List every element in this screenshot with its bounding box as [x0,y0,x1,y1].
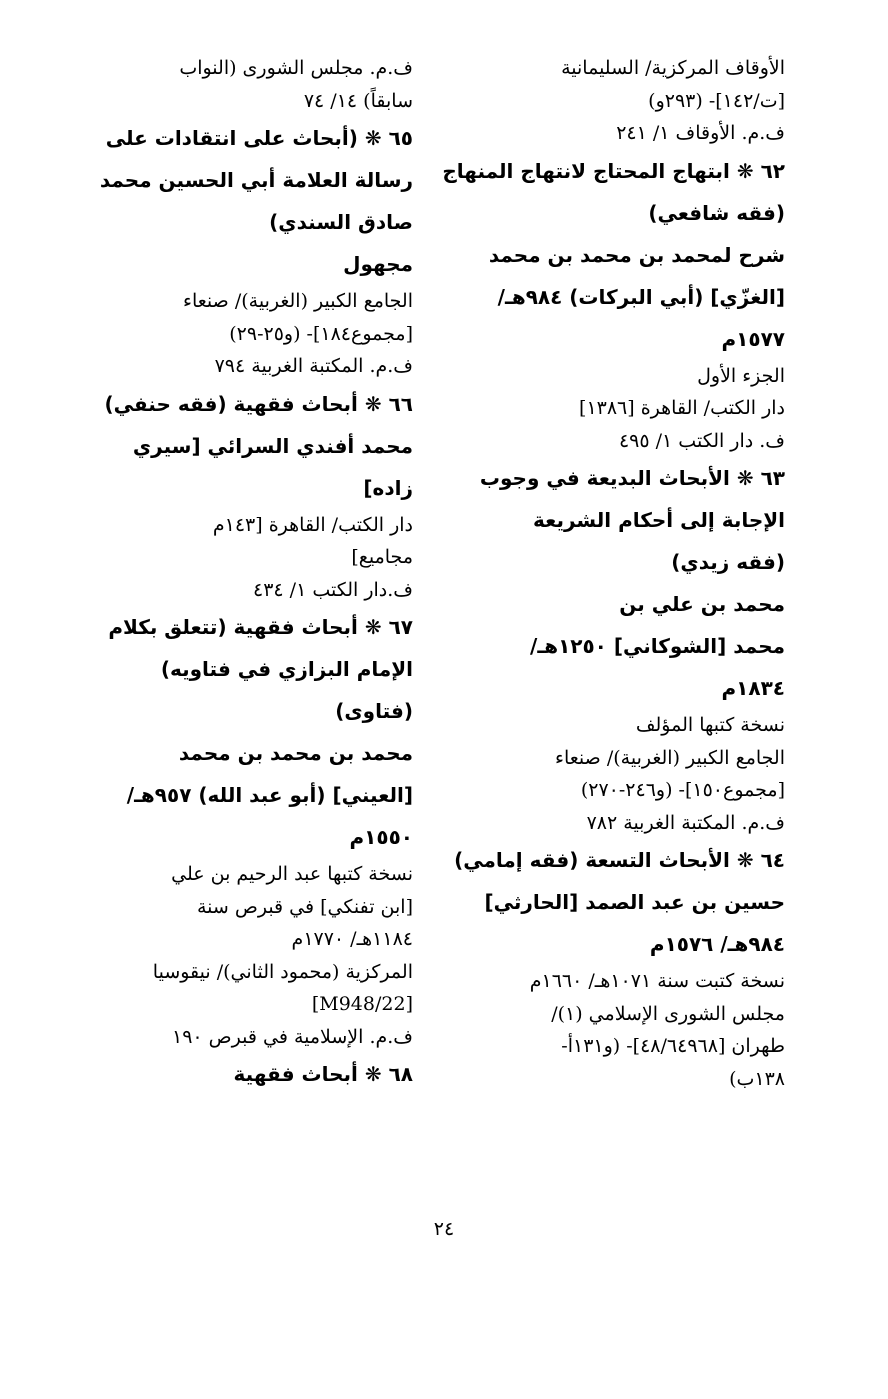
text-line: الأوقاف المركزية/ السليمانية [561,57,785,79]
text-line: ١١٨٤هـ/ ١٧٧٠م [291,928,413,950]
text-line: الجزء الأول [697,364,785,387]
text-line: نسخة كتبها عبد الرحيم بن علي [171,863,413,885]
text-line: [ت/١٤٢]- (٢٩٣و) [648,89,785,112]
entry-author: محمد [الشوكاني] ١٢٥٠هـ/ [530,634,785,658]
text-line: ١٣٨ب) [729,1067,785,1090]
text-line: [M948/22] [311,993,413,1015]
entry-author: [العيني] (أبو عبد الله) ٩٥٧هـ/ [126,783,413,807]
entry-author: مجهول [343,252,413,276]
entry-heading: ٦٣ ❋ الأبحاث البديعة في وجوب [479,466,785,490]
text-line: ف.م. مجلس الشورى (النواب [179,57,413,79]
entry-author: شرح لمحمد بن محمد بن محمد [488,242,785,267]
entry-heading: ٦٦ ❋ أبحاث فقهية (فقه حنفي) [104,391,413,416]
text-line: سابقاً) ١٤/ ٧٤ [303,89,413,112]
text-line: طهران [٤٨/٦٤٩٦٨]- (و١٣١أ- [561,1035,785,1057]
entry-heading: الإجابة إلى أحكام الشريعة [533,508,785,532]
text-line: [مجموع١٥٠]- (و٢٤٦-٢٧٠) [580,779,785,801]
text-line: دار الكتب/ القاهرة [١٣٨٦] [579,397,785,419]
text-line: مجلس الشورى الإسلامي (١)/ [551,1002,785,1025]
text-line: ف.م. الإسلامية في قبرص ١٩٠ [172,1025,413,1048]
entry-author: ٩٨٤هـ/ ١٥٧٦م [649,932,785,956]
text-line: ف.م. المكتبة الغربية ٧٩٤ [214,355,413,377]
entry-heading: صادق السندي) [269,210,413,234]
entry-author: محمد بن محمد بن محمد [178,741,413,765]
entry-heading: ٦٥ ❋ (أبحاث على انتقادات على [105,126,413,150]
entry-heading: الإمام البزازي في فتاويه) [160,657,413,681]
entry-heading: ٦٢ ❋ ابتهاج المحتاج لانتهاج المنهاج [442,158,785,183]
text-line: الجامع الكبير (الغربية)/ صنعاء [183,290,413,312]
entry-author: محمد بن علي بن [619,592,785,616]
page-number: ٢٤ [433,1218,455,1240]
text-line: المركزية (محمود الثاني)/ نيقوسيا [152,960,413,983]
entry-author: ١٨٣٤م [721,676,785,700]
text-line: نسخة كتبت سنة ١٠٧١هـ/ ١٦٦٠م [529,970,785,992]
text-line: دار الكتب/ القاهرة [١٤٣م [212,513,413,536]
text-line: ف.م. المكتبة الغربية ٧٨٢ [586,811,785,834]
text-line: ف. دار الكتب ١/ ٤٩٥ [618,429,785,452]
entry-author: [الغزّي] (أبي البركات) ٩٨٤هـ/ [497,284,785,309]
text-line: [ابن تفنكي] في قبرص سنة [196,895,413,918]
text-line: الجامع الكبير (الغربية)/ صنعاء [555,746,785,769]
text-line: نسخة كتبها المؤلف [635,714,785,736]
entry-heading: (فقه شافعي) [648,200,785,225]
text-line: [مجموع١٨٤]- (و٢٥-٢٩) [229,322,413,345]
entry-heading: (فقه زيدي) [671,550,785,574]
entry-heading: ٦٧ ❋ أبحاث فقهية (تتعلق بكلام [108,615,413,639]
text-line: مجاميع] [351,546,413,568]
entry-author: حسين بن عبد الصمد [الحارثي] [484,890,785,914]
text-line: ف.م. الأوقاف ١/ ٢٤١ [616,122,785,144]
entry-author: ١٥٥٠م [349,825,413,849]
left-column [68,52,413,1095]
entry-heading: رسالة العلامة أبي الحسين محمد [99,168,413,192]
entry-heading: (فتاوى) [335,699,413,723]
entry-heading: ٦٤ ❋ الأبحاث التسعة (فقه إمامي) [454,848,785,872]
right-column [440,52,785,1095]
text-line: ف.دار الكتب ١/ ٤٣٤ [253,578,413,601]
entry-author: ١٥٧٧م [721,326,785,351]
entry-author: زاده] [363,475,413,500]
entry-heading: ٦٨ ❋ أبحاث فقهية [233,1062,413,1086]
entry-author: محمد أفندي السرائي [سيري [132,433,413,458]
